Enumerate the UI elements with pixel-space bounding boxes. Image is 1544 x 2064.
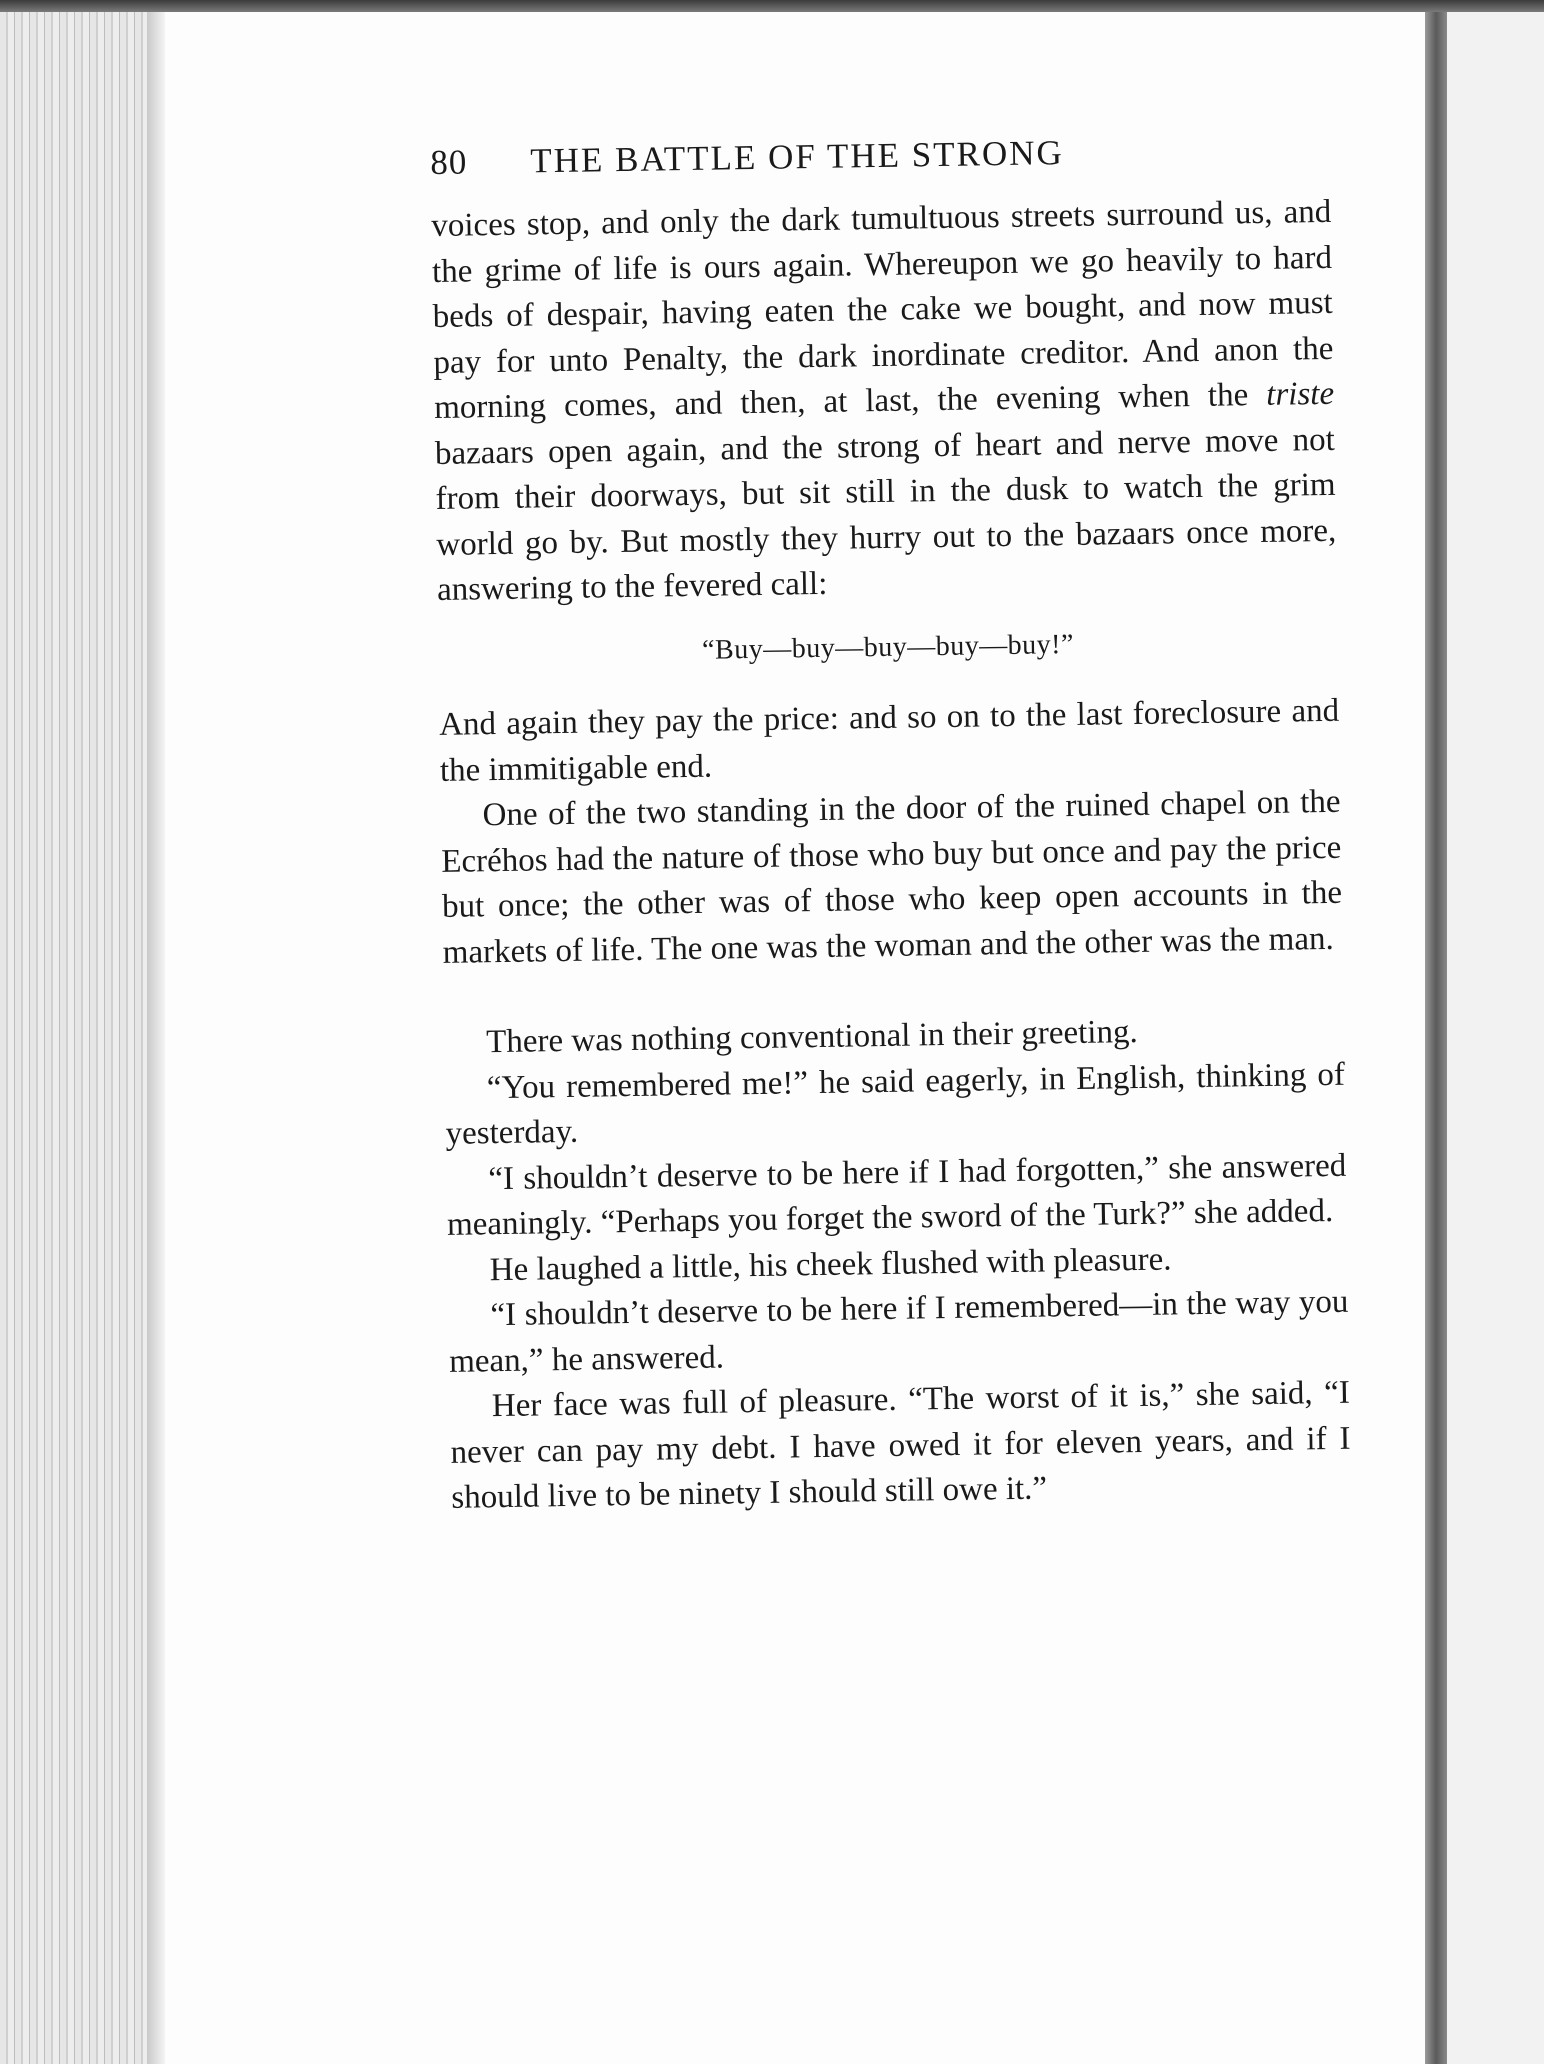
paragraph-1: [431, 190, 1337, 614]
paragraph-6: “I shouldn’t deserve to be here if I had forgotten,” she answered meaningly. “Perhaps you forget the sword of the Turk?” she added.: [446, 1147, 1347, 1243]
facing-page-edge: [1447, 12, 1544, 2064]
book-page-edges: [0, 12, 165, 2064]
page-number: 80: [430, 142, 468, 182]
paragraph-4: There was nothing conventional in their greeting.: [485, 1013, 1138, 1061]
paragraph-2: And again they pay the price: and so on to the last foreclosure and the immitigable end.: [438, 692, 1340, 789]
paragraph-1-start: voices stop, and only the dark tumultuous streets surround us, and the grime of life is ours again. Whereupon we go heavily to hard beds of despair, having eaten the cake we bought, and now must pay for unto Penalty, the dark inordinate creditor. And anon the morning comes, and then, at last, the evening when the: [431, 193, 1334, 426]
running-title: THE BATTLE OF THE STRONG: [530, 133, 1065, 181]
paragraph-5: “You remembered me!” he said eagerly, in English, thinking of yesterday.: [445, 1056, 1346, 1152]
paragraph-3: One of the two standing in the door of the ruined chapel on the Ecréhos had the nature of those who buy but once and pay the price but once; the other was of those who keep open accounts in the markets of life. The one was the woman and the other was the man.: [441, 783, 1343, 971]
paragraph-9: Her face was full of pleasure. “The worst of it is,” she said, “I never can pay my debt. I have owed it for eleven years, and if I should live to be ninety I should still owe it.”: [450, 1374, 1351, 1516]
block-quote: “Buy—buy—buy—buy—buy!”: [701, 628, 1075, 666]
paragraph-7: He laughed a little, his cheek flushed with pleasure.: [489, 1240, 1172, 1288]
book-gutter-shadow: [1425, 12, 1447, 2064]
paragraph-1-end: bazaars open again, and the strong of heart and nerve move not from their doorways, but sit still in the dusk to watch the grim world go by. But mostly they hurry out to the bazaars once more, answering to the fevered call:: [434, 421, 1337, 608]
italic-word-triste: triste: [1265, 375, 1335, 413]
page-text-block: [430, 126, 1352, 1521]
scan-top-border: [0, 0, 1544, 12]
paragraph-8: “I shouldn’t deserve to be here if I remembered—in the way you mean,” he answered.: [448, 1283, 1349, 1380]
